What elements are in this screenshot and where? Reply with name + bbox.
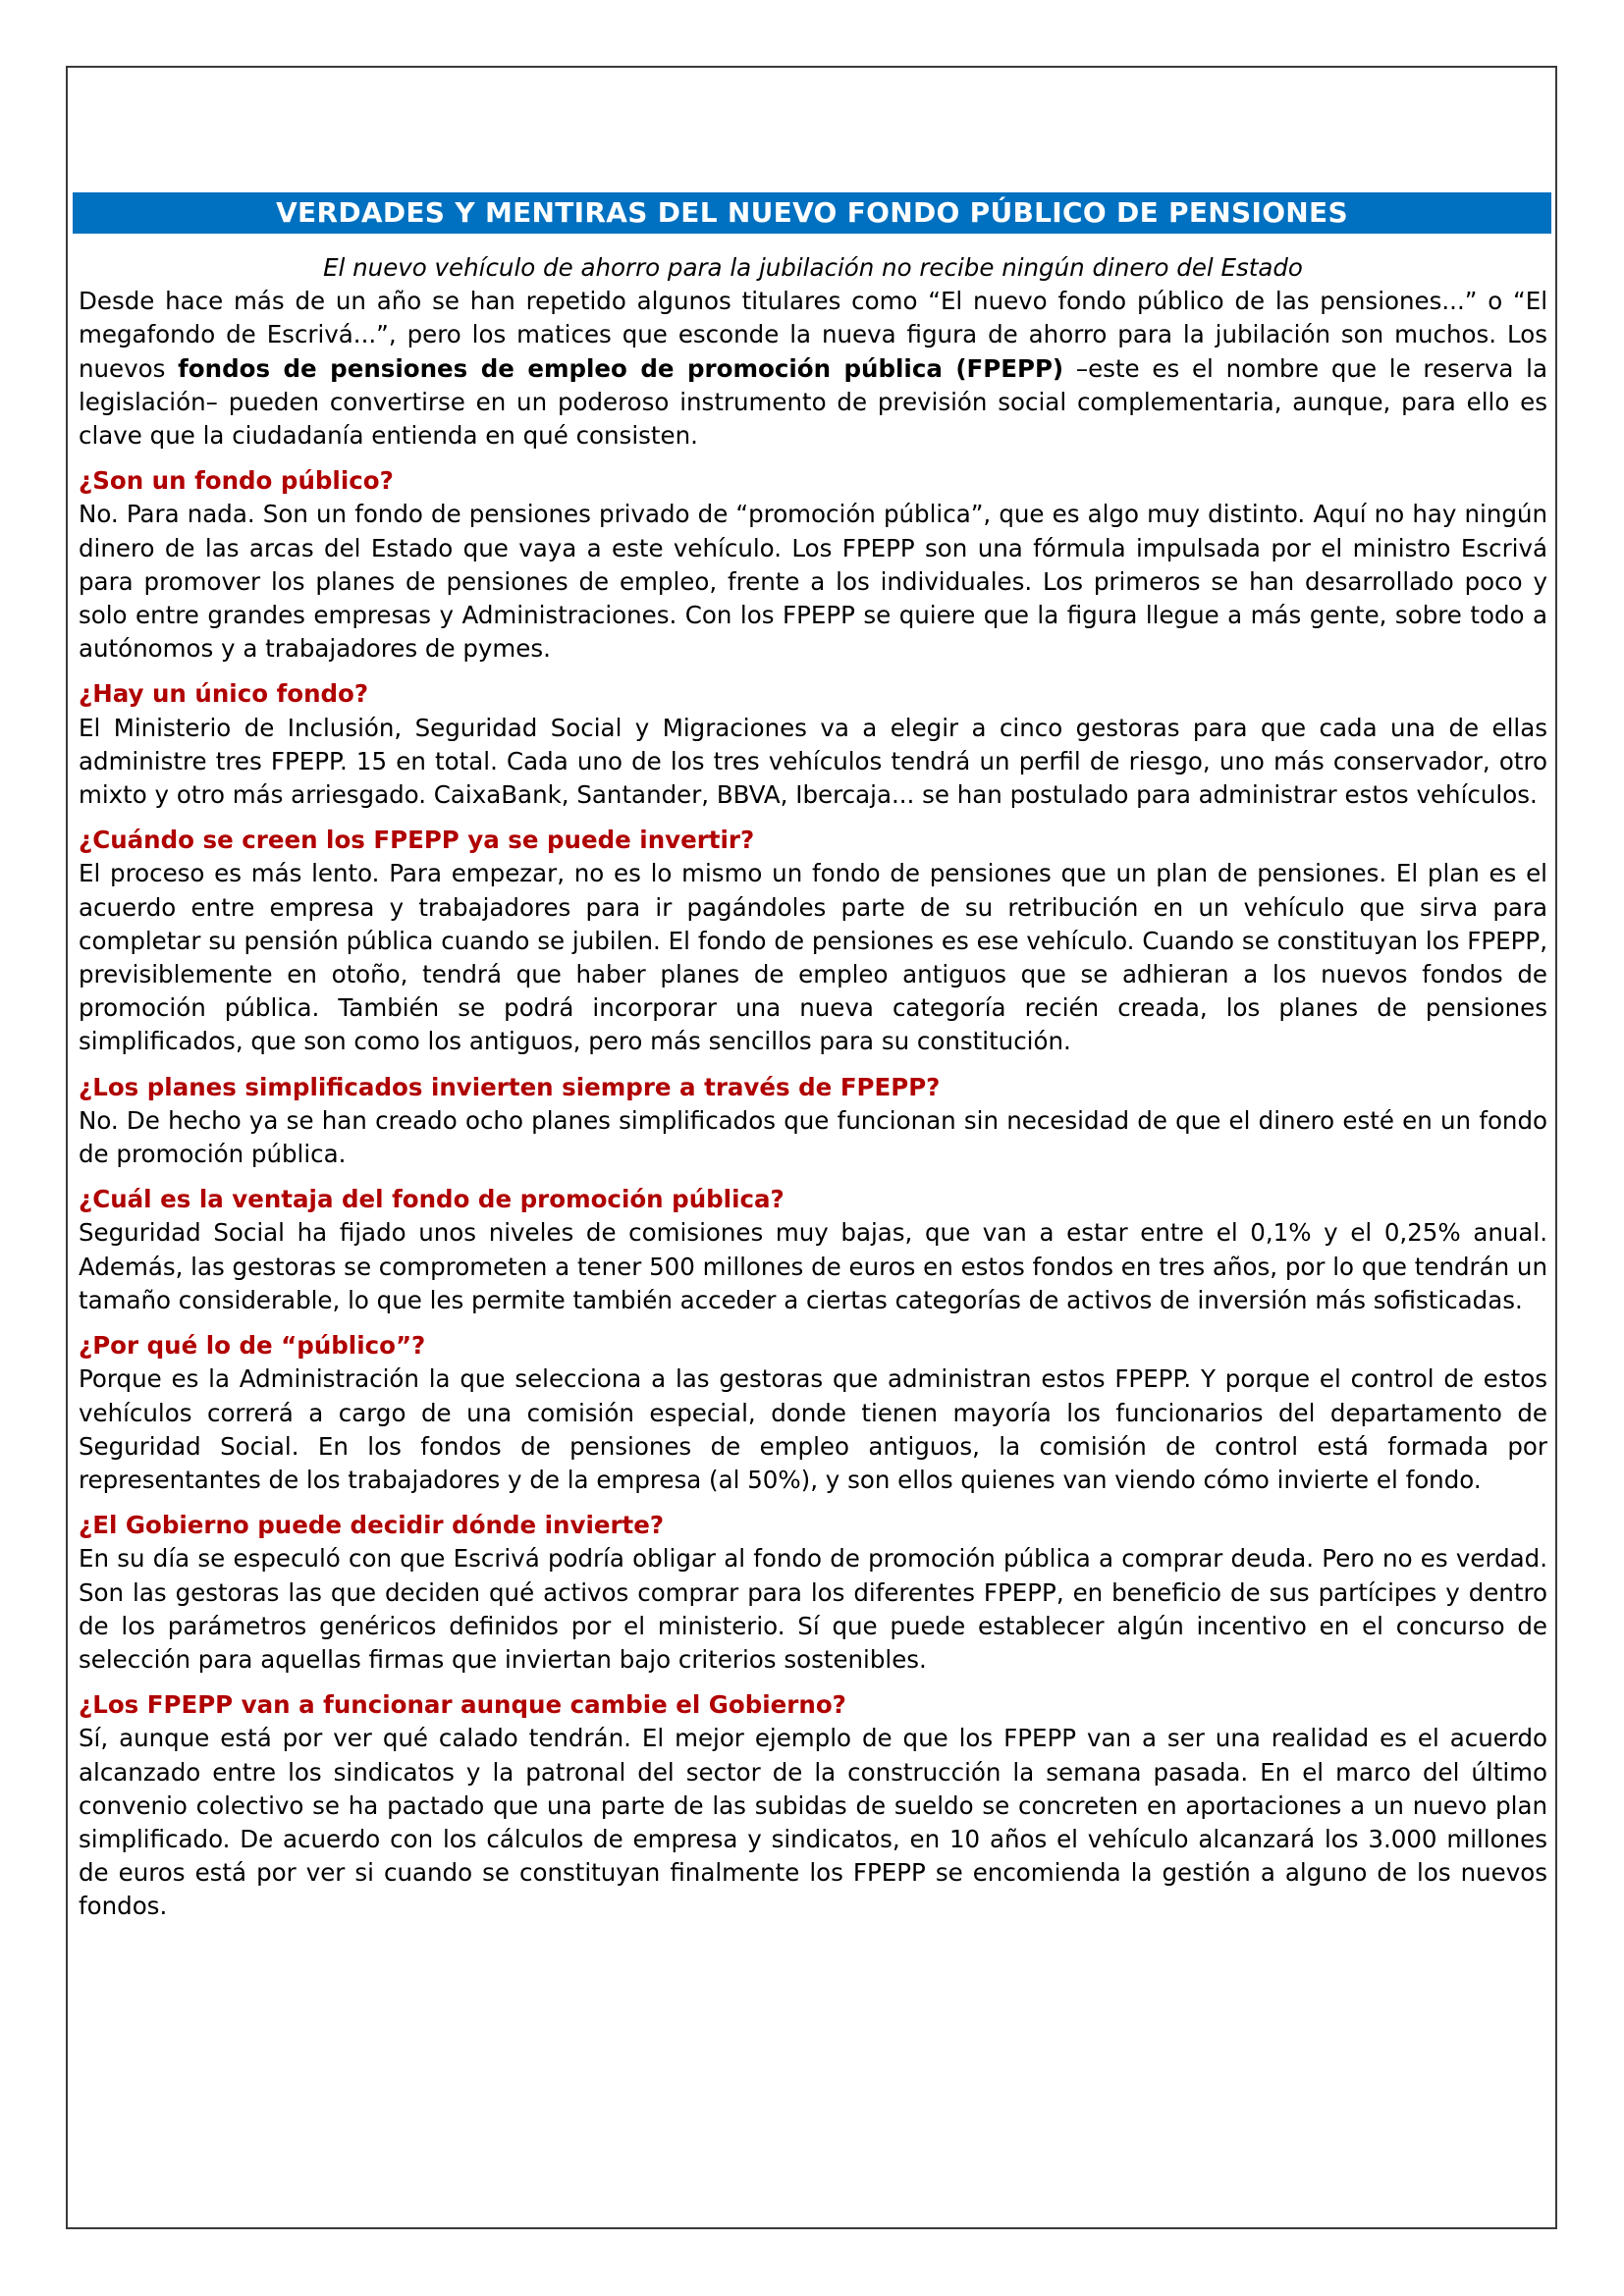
subtitle: El nuevo vehículo de ahorro para la jubilación no recibe ningún dinero del Estado	[323, 253, 1303, 282]
section-answer: El Ministerio de Inclusión, Seguridad Social y Migraciones va a elegir a cinco gestoras para que cada una de ellas administre tres FPEPP. 15 en total. Cada uno de los tres vehículos tendrá un perfil de riesgo, uno más conservador, otro mixto y otro más arriesgado. CaixaBank, Santander, BBVA, Ibercaja... se han postulado para administrar estos vehículos.	[79, 713, 1547, 810]
section-3	[79, 824, 1547, 1058]
section-2	[79, 677, 1547, 812]
section-answer: En su día se especuló con que Escrivá podría obligar al fondo de promoción pública a comprar deuda. Pero no es verdad. Son las gestoras las que deciden qué activos comprar para los diferentes FPEPP, en beneficio de sus partícipes y dentro de los parámetros genéricos definidos por el ministerio. Sí que puede establecer algún incentivo en el concurso de selección para aquellas firmas que inviertan bajo criterios sostenibles.	[79, 1544, 1547, 1674]
section-5	[79, 1183, 1547, 1317]
section-answer: Seguridad Social ha fijado unos niveles de comisiones muy bajas, que van a estar entre el 0,1% y el 0,25% anual. Además, las gestoras se comprometen a tener 500 millones de euros en estos fondos en tres años, por lo que tendrán un tamaño considerable, lo que les permite también acceder a ciertas categorías de activos de inversión más sofisticadas.	[79, 1218, 1547, 1314]
section-question: ¿Los FPEPP van a funcionar aunque cambie el Gobierno?	[79, 1690, 846, 1720]
section-question: ¿El Gobierno puede decidir dónde invierte?	[79, 1511, 665, 1540]
article-body	[73, 251, 1551, 1924]
section-4	[79, 1071, 1547, 1172]
section-6	[79, 1329, 1547, 1497]
section-question: ¿Cuál es la ventaja del fondo de promoción pública?	[79, 1185, 785, 1214]
section-answer: El proceso es más lento. Para empezar, no es lo mismo un fondo de pensiones que un plan de pensiones. El plan es el acuerdo entre empresa y trabajadores para ir pagándoles parte de su retribución en un vehículo que sirva para completar su pensión pública cuando se jubilen. El fondo de pensiones es ese vehículo. Cuando se constituyan los FPEPP, previsiblemente en otoño, tendrá que haber planes de empleo antiguos que se adhieran a los nuevos fondos de promoción pública. También se podrá incorporar una nueva categoría recién creada, los planes de pensiones simplificados, que son como los antiguos, pero más sencillos para su constitución.	[79, 859, 1547, 1056]
section-question: ¿Hay un único fondo?	[79, 679, 369, 709]
section-answer: Porque es la Administración la que selecciona a las gestoras que administran estos FPEPP. Y porque el control de estos vehículos correrá a cargo de una comisión especial, donde tienen mayoría los funcionarios del departamento de Seguridad Social. En los fondos de pensiones de empleo antiguos, la comisión de control está formada por representantes de los trabajadores y de la empresa (al 50%), y son ellos quienes van viendo cómo invierte el fondo.	[79, 1364, 1547, 1494]
section-question: ¿Cuándo se creen los FPEPP ya se puede invertir?	[79, 826, 755, 855]
section-answer: No. Para nada. Son un fondo de pensiones privado de “promoción pública”, que es algo muy distinto. Aquí no hay ningún dinero de las arcas del Estado que vaya a este vehículo. Los FPEPP son una fórmula impulsada por el ministro Escrivá para promover los planes de pensiones de empleo, frente a los individuales. Los primeros se han desarrollado poco y solo entre grandes empresas y Administraciones. Con los FPEPP se quiere que la figura llegue a más gente, sobre todo a autónomos y a trabajadores de pymes.	[79, 500, 1547, 664]
intro-text-end: –este es el nombre que le reserva la legislación– pueden convertirse en un poderoso instrumento de previsión social complementaria, aunque, para ello es clave que la ciudadanía entienda en qué consisten.	[79, 353, 1548, 451]
page-title: VERDADES Y MENTIRAS DEL NUEVO FONDO PÚBLICO DE PENSIONES	[276, 195, 1348, 229]
title-banner	[73, 192, 1551, 234]
section-1	[79, 464, 1547, 666]
section-question: ¿Los planes simplificados invierten siempre a través de FPEPP?	[79, 1072, 941, 1101]
intro-bold-term: fondos de pensiones de empleo de promoción pública (FPEPP)	[178, 353, 1064, 383]
section-question: ¿Son un fondo público?	[79, 466, 394, 496]
intro-text-start: Desde hace más de un año se han repetido algunos titulares como “El nuevo fondo público de las pensiones...” o “El megafondo de Escrivá...”, pero los matices que esconde la nueva figura de ahorro para la jubilación son muchos. Los nuevos	[79, 287, 1547, 383]
article	[73, 192, 1551, 1924]
section-question: ¿Por qué lo de “público”?	[79, 1331, 426, 1361]
section-answer: Sí, aunque está por ver qué calado tendrán. El mejor ejemplo de que los FPEPP van a ser una realidad es el acuerdo alcanzado entre los sindicatos y la patronal del sector de la construcción la semana pasada. En el marco del último convenio colectivo se ha pactado que una parte de las subidas de sueldo se concreten en aportaciones a un nuevo plan simplificado. De acuerdo con los cálculos de empresa y sindicatos, en 10 años el vehículo alcanzará los 3.000 millones de euros está por ver si cuando se constituyan finalmente los FPEPP se encomienda la gestión a alguno de los nuevos fondos.	[79, 1724, 1547, 1921]
intro-paragraph	[79, 285, 1547, 453]
section-answer: No. De hecho ya se han creado ocho planes simplificados que funcionan sin necesidad de que el dinero esté en un fondo de promoción pública.	[79, 1105, 1547, 1169]
section-7	[79, 1509, 1547, 1677]
section-8	[79, 1688, 1547, 1923]
